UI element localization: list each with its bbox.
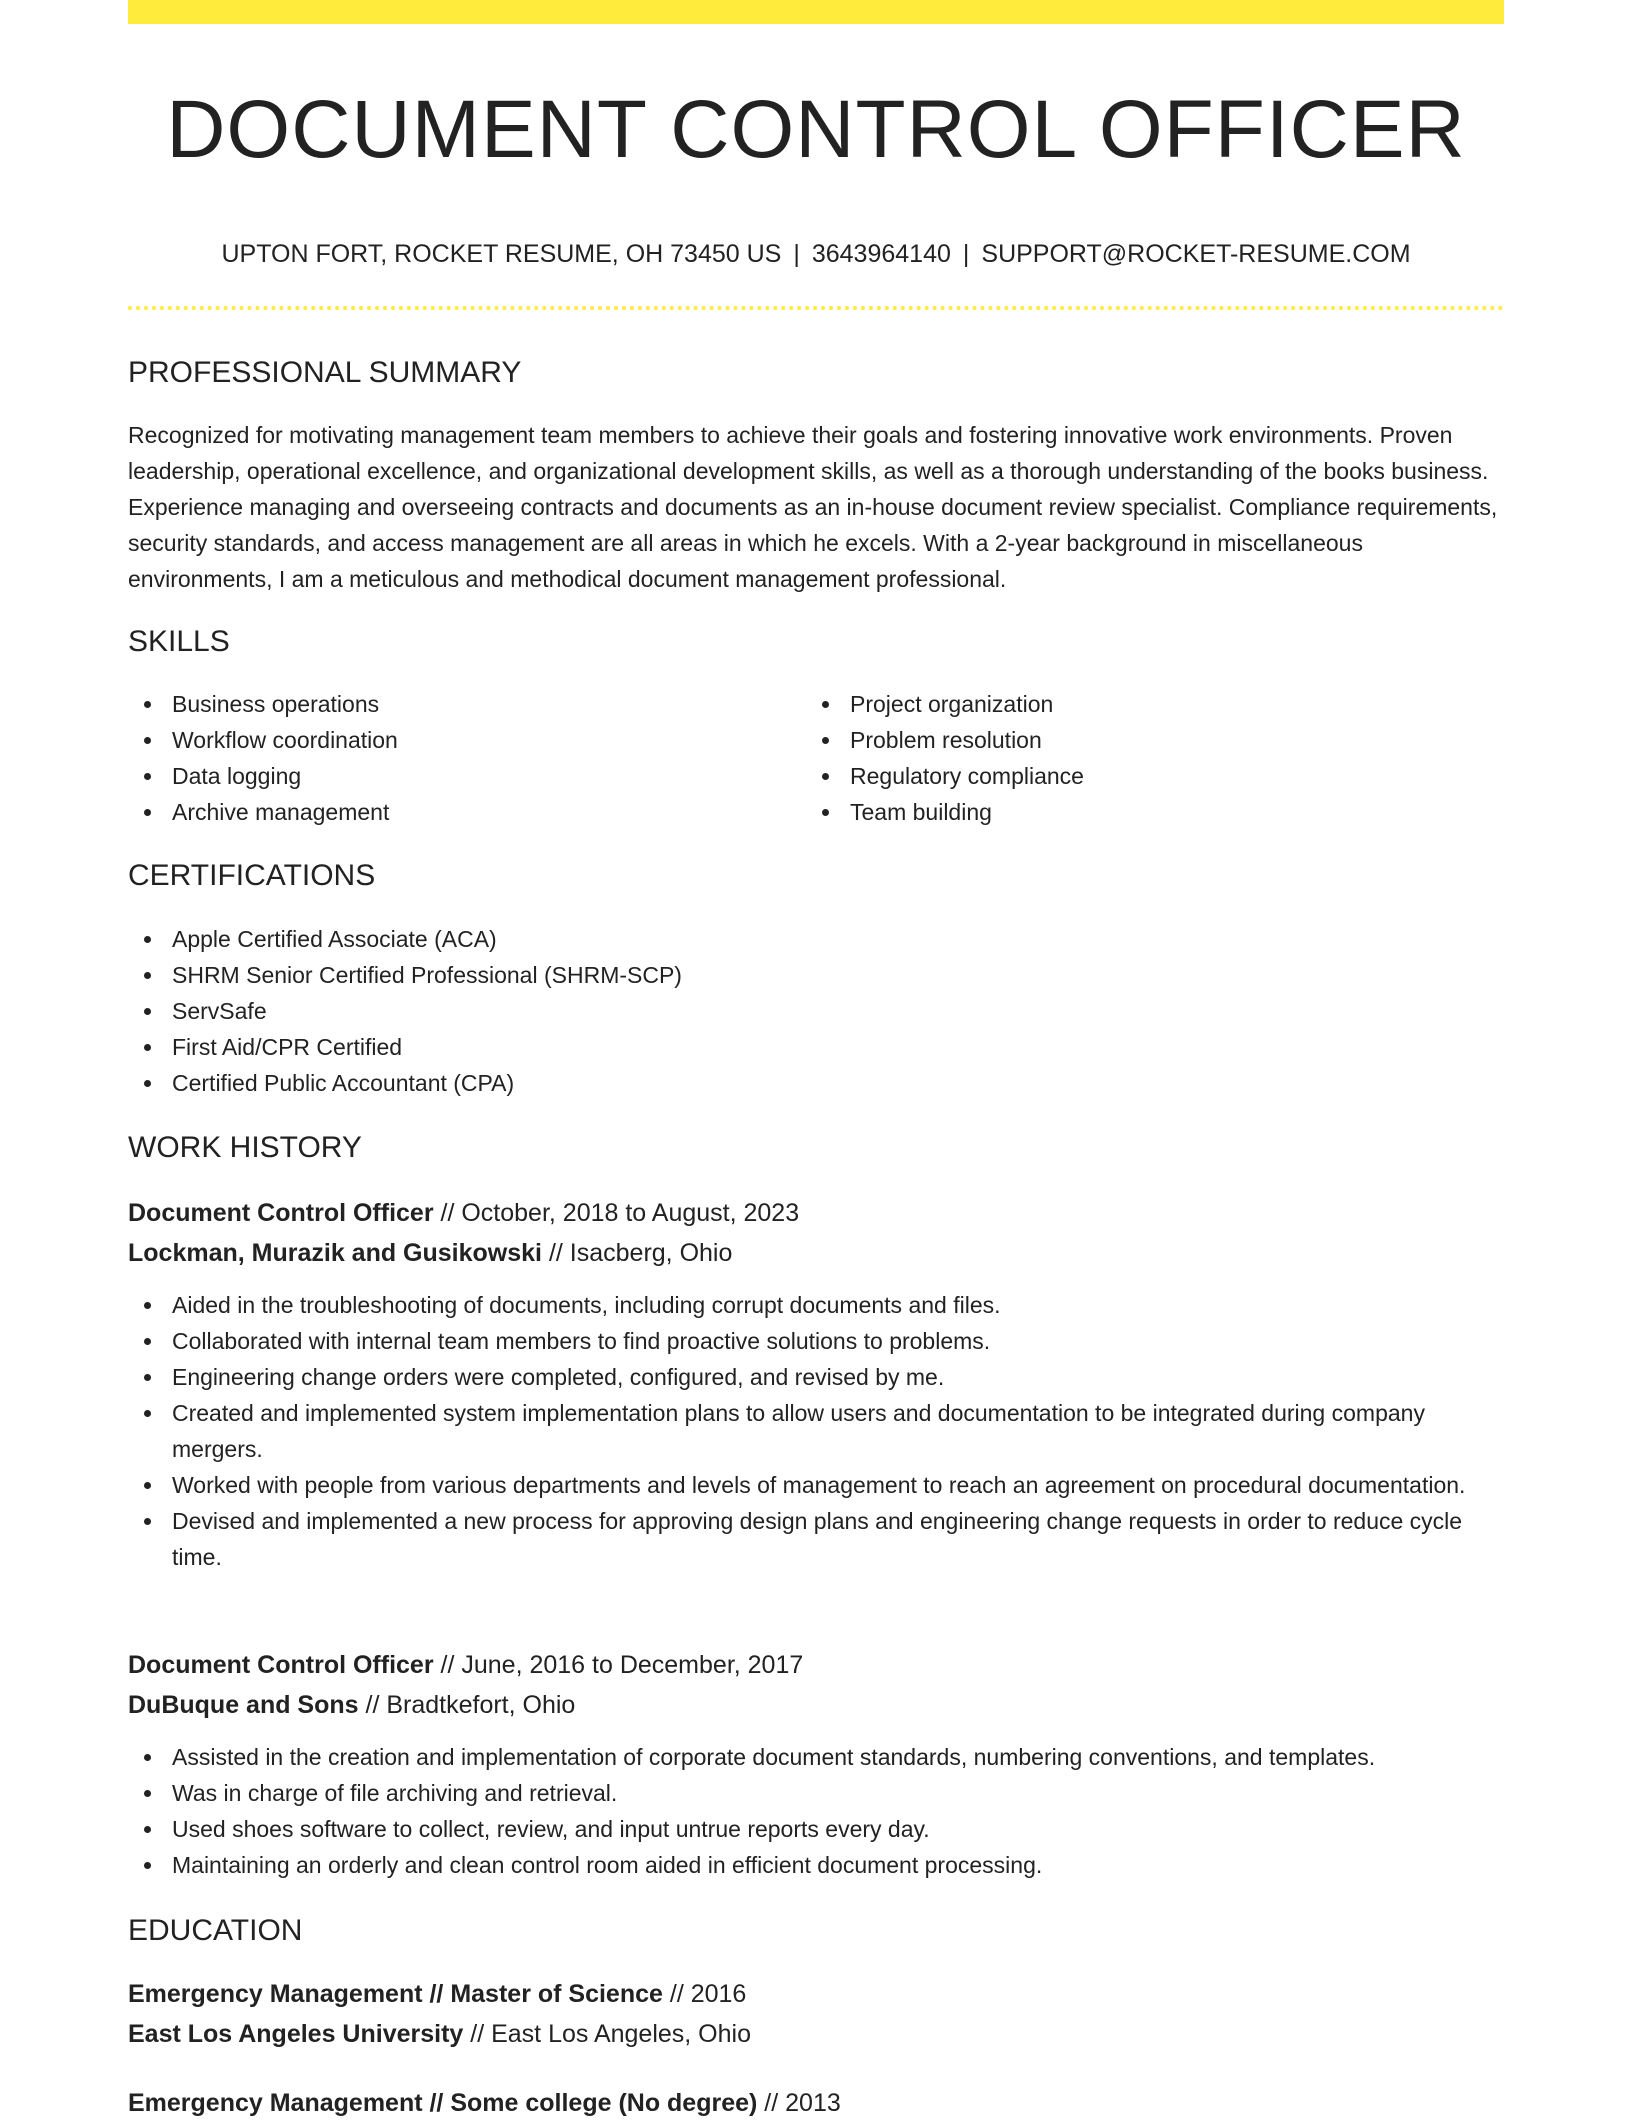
top-accent-bar	[128, 0, 1504, 24]
certification-item: Apple Certified Associate (ACA)	[128, 921, 1504, 957]
section-heading-education: EDUCATION	[128, 1914, 303, 1947]
skill-item: Regulatory compliance	[806, 758, 1466, 794]
job-bullet: Used shoes software to collect, review, and input untrue reports every day.	[128, 1811, 1504, 1847]
certification-item: First Aid/CPR Certified	[128, 1029, 1504, 1065]
job-bullets	[128, 1739, 1504, 1883]
job-company: DuBuque and Sons	[128, 1691, 359, 1719]
section-heading-certifications: CERTIFICATIONS	[128, 859, 376, 892]
education-year: // 2013	[757, 2089, 841, 2117]
contact-separator: |	[793, 240, 800, 268]
section-heading-skills: SKILLS	[128, 625, 230, 658]
section-heading-work-history: WORK HISTORY	[128, 1131, 362, 1164]
education-school-line	[128, 2014, 751, 2054]
skills-list-right	[806, 686, 1466, 830]
certification-item: Certified Public Accountant (CPA)	[128, 1065, 1504, 1101]
skill-item: Archive management	[128, 794, 788, 830]
education-degree: Emergency Management // Some college (No degree)	[128, 2089, 758, 2117]
certifications-list	[128, 921, 1504, 1101]
job-bullet: Assisted in the creation and implementation of corporate document standards, numbering conventions, and templates.	[128, 1739, 1504, 1775]
skill-item: Project organization	[806, 686, 1466, 722]
education-year: // 2016	[662, 1980, 747, 2008]
job-title-line	[128, 1193, 799, 1233]
education-degree: Emergency Management // Master of Science	[128, 1980, 663, 2008]
education-location: // East Los Angeles, Ohio	[463, 2020, 751, 2048]
job-title: Document Control Officer	[128, 1651, 434, 1679]
job-bullet: Devised and implemented a new process for approving design plans and engineering change requests in order to reduce cycle time.	[128, 1503, 1504, 1575]
job-title: Document Control Officer	[128, 1199, 434, 1227]
summary-text: Recognized for motivating management team members to achieve their goals and fostering innovative work environments. Proven leadership, operational excellence, and organizational development skills, as well as a thorough understanding of the books business. Experience managing and overseeing contracts and documents as an in-house document review specialist. Compliance requirements, security standards, and access management are all areas in which he excels. With a 2-year background in miscellaneous environments, I am a meticulous and methodical document management professional.	[128, 422, 1498, 592]
contact-line	[128, 236, 1504, 272]
job-bullet: Maintaining an orderly and clean control room aided in efficient document processing.	[128, 1847, 1504, 1883]
skill-item: Business operations	[128, 686, 788, 722]
job-bullet: Worked with people from various departments and levels of management to reach an agreement on procedural documentation.	[128, 1467, 1504, 1503]
job-company: Lockman, Murazik and Gusikowski	[128, 1239, 543, 1267]
skills-list-left	[128, 686, 788, 830]
job-dates: // October, 2018 to August, 2023	[433, 1199, 800, 1227]
job-bullet: Created and implemented system implementation plans to allow users and documentation to be integrated during company mergers.	[128, 1395, 1504, 1467]
job-location: // Bradtkefort, Ohio	[358, 1691, 576, 1719]
job-bullet: Collaborated with internal team members to find proactive solutions to problems.	[128, 1323, 1504, 1359]
contact-separator: |	[962, 240, 970, 268]
skill-item: Workflow coordination	[128, 722, 788, 758]
address: UPTON FORT, ROCKET RESUME, OH 73450 US	[221, 240, 782, 268]
skill-item: Team building	[806, 794, 1466, 830]
section-heading-summary: PROFESSIONAL SUMMARY	[128, 356, 522, 389]
job-title-line	[128, 1645, 803, 1685]
job-bullet: Was in charge of file archiving and retrieval.	[128, 1775, 1504, 1811]
job-company-line	[128, 1685, 575, 1725]
job-bullet: Engineering change orders were completed, configured, and revised by me.	[128, 1359, 1504, 1395]
education-degree-line	[128, 1974, 746, 2014]
skill-item: Data logging	[128, 758, 788, 794]
email-link[interactable]: SUPPORT@ROCKET-RESUME.COM	[981, 240, 1411, 268]
skill-item: Problem resolution	[806, 722, 1466, 758]
job-location: // Isacberg, Ohio	[542, 1239, 733, 1267]
job-dates: // June, 2016 to December, 2017	[433, 1651, 804, 1679]
job-company-line	[128, 1233, 732, 1273]
phone: 3643964140	[811, 240, 951, 268]
education-school: East Los Angeles University	[128, 2020, 464, 2048]
job-bullet: Aided in the troubleshooting of documents, including corrupt documents and files.	[128, 1287, 1504, 1323]
resume-title: DOCUMENT CONTROL OFFICER	[166, 84, 1466, 175]
certification-item: ServSafe	[128, 993, 1504, 1029]
certification-item: SHRM Senior Certified Professional (SHRM-SCP)	[128, 957, 1504, 993]
dotted-divider	[128, 306, 1504, 310]
education-degree-line	[128, 2083, 841, 2123]
job-bullets	[128, 1287, 1504, 1575]
